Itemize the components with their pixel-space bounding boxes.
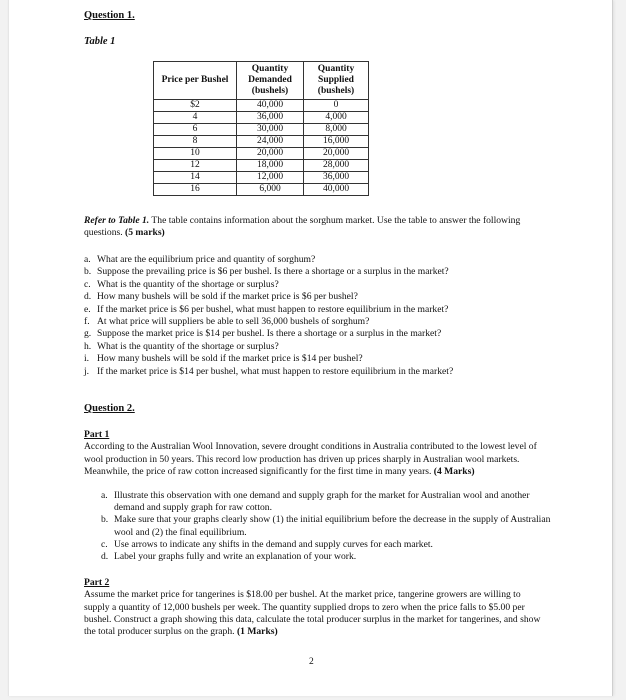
question-1-item-marker: g.: [84, 328, 92, 340]
question-1-item-marker: a.: [84, 254, 91, 265]
part-1-text: According to the Australian Wool Innovation, severe drought conditions in Australia contributed to the lowest level of wool production in 50 years. This record low production has driven up prices sharply in Australian wool markets. Meanwhile, the price of raw cotton increased significantly for the first time in many years.: [84, 441, 537, 477]
cell-quantity-demanded: 18,000: [237, 160, 304, 172]
question-1-item-marker: e.: [84, 303, 91, 315]
cell-price: 14: [154, 172, 237, 184]
table-header-row: [154, 62, 369, 100]
table-row: [154, 136, 369, 148]
part-1-item-text: Label your graphs fully and write an explanation of your work.: [114, 551, 357, 563]
question-1-item: [84, 341, 554, 353]
cell-quantity-supplied: 20,000: [304, 148, 369, 160]
question-1-item: [84, 328, 554, 340]
intro-marks: (5 marks): [125, 227, 165, 239]
sorghum-table: [153, 61, 369, 196]
question-1-item-text: If the market price is $6 per bushel, what must happen to restore equilibrium in the market?: [97, 303, 449, 315]
question-1-item-marker: f.: [84, 316, 90, 328]
question-2-title: Question 2.: [84, 403, 135, 414]
table-row: [154, 184, 369, 196]
part-1-item-text: Make sure that your graphs clearly show (1) the initial equilibrium before the decrease in the supply of Australian wool and (2) the final equilibrium.: [114, 514, 551, 538]
cell-price: 6: [154, 124, 237, 136]
intro-text: The table contains information about the sorghum market. Use the table to answer the following questions.: [84, 215, 521, 239]
question-1-item-text: What is the quantity of the shortage or surplus?: [97, 278, 279, 290]
part-2-text-block: [84, 589, 547, 638]
header-quantity-demanded: Quantity Demanded (bushels): [237, 62, 304, 100]
cell-quantity-demanded: 12,000: [237, 172, 304, 184]
question-1-item-text: What is the quantity of the shortage or surplus?: [97, 340, 279, 352]
header-quantity-supplied: Quantity Supplied (bushels): [304, 62, 369, 100]
document-page: [8, 0, 613, 696]
question-1-item-text: How many bushels will be sold if the market price is $6 per bushel?: [97, 291, 358, 303]
question-1-item-marker: j.: [84, 365, 90, 377]
part-1-section: [84, 429, 547, 478]
question-1-item-text: What are the equilibrium price and quantity of sorghum?: [97, 254, 316, 265]
question-1-item-text: Suppose the market price is $14 per bushel. Is there a shortage or a surplus in the market?: [97, 328, 442, 340]
part-1-item: [101, 539, 551, 551]
part-1-item: [101, 551, 551, 563]
table-row: [154, 172, 369, 184]
cell-quantity-demanded: 6,000: [237, 184, 304, 196]
question-1-item-marker: c.: [84, 278, 91, 290]
question-1-item: [84, 353, 554, 365]
question-1-item: [84, 266, 554, 278]
question-1-list: [84, 254, 554, 378]
question-1-item-text: How many bushels will be sold if the market price is $14 per bushel?: [97, 353, 363, 365]
part-1-item: [101, 514, 551, 538]
part-1-item-marker: d.: [101, 551, 109, 563]
table-row: [154, 100, 369, 112]
question-1-item: [84, 279, 554, 291]
part-1-list: [101, 490, 551, 563]
part-1-item-marker: c.: [101, 538, 108, 550]
cell-quantity-demanded: 36,000: [237, 112, 304, 124]
part-1-marks: (4 Marks): [433, 465, 475, 477]
cell-price: 12: [154, 160, 237, 172]
cell-quantity-supplied: 16,000: [304, 136, 369, 148]
question-1-item-marker: i.: [84, 353, 90, 365]
part-1-heading: Part 1: [84, 429, 110, 440]
table-row: [154, 160, 369, 172]
table-row: [154, 124, 369, 136]
part-1-item-text: Illustrate this observation with one demand and supply graph for the market for Australian wool and another demand and supply graph for raw cotton.: [114, 490, 530, 514]
part-2-section: [84, 577, 547, 638]
part-2-text: Assume the market price for tangerines is $18.00 per bushel. At the market price, tangerine growers are willing to supply a quantity of 12,000 bushels per week. The quantity supplied drops to zero when the price falls to $5.00 per bushel. Construct a graph showing this data, calculate the total producer surplus in the market for tangerines, and show the total producer surplus on the graph.: [84, 589, 541, 638]
cell-quantity-supplied: 8,000: [304, 124, 369, 136]
cell-quantity-supplied: 40,000: [304, 184, 369, 196]
page-number: 2: [309, 657, 314, 667]
question-1-item-text: If the market price is $14 per bushel, what must happen to restore equilibrium in the market?: [97, 365, 454, 377]
cell-price: 8: [154, 136, 237, 148]
part-1-item-marker: b.: [101, 514, 109, 526]
cell-quantity-supplied: 36,000: [304, 172, 369, 184]
cell-quantity-demanded: 30,000: [237, 124, 304, 136]
question-1-item-marker: h.: [84, 340, 92, 352]
part-1-item-marker: a.: [101, 490, 108, 501]
cell-price: 16: [154, 184, 237, 196]
table-row: [154, 112, 369, 124]
cell-price: 4: [154, 112, 237, 124]
cell-quantity-supplied: 4,000: [304, 112, 369, 124]
question-1-item: [84, 316, 554, 328]
part-1-text-block: [84, 441, 547, 478]
question-1-item: [84, 254, 554, 266]
question-1-intro: [84, 215, 544, 240]
part-2-marks: (1 Marks): [236, 626, 278, 638]
part-1-item: [101, 490, 551, 514]
question-1-item-marker: d.: [84, 291, 92, 303]
question-1-item: [84, 366, 554, 378]
cell-price: 10: [154, 148, 237, 160]
part-2-heading: Part 2: [84, 577, 110, 588]
question-1-item: [84, 304, 554, 316]
cell-quantity-demanded: 40,000: [237, 100, 304, 112]
cell-quantity-demanded: 20,000: [237, 148, 304, 160]
question-1-title: Question 1.: [84, 10, 135, 21]
table-row: [154, 148, 369, 160]
question-1-item-marker: b.: [84, 266, 92, 278]
table-caption: Table 1: [84, 36, 116, 47]
question-1-item-text: Suppose the prevailing price is $6 per bushel. Is there a shortage or a surplus in the market?: [97, 266, 449, 278]
question-1-item: [84, 291, 554, 303]
table-body: [154, 100, 369, 196]
cell-price: $2: [154, 100, 237, 112]
question-1-item-text: At what price will suppliers be able to sell 36,000 bushels of sorghum?: [97, 316, 370, 328]
part-1-item-text: Use arrows to indicate any shifts in the demand and supply curves for each market.: [114, 538, 433, 550]
cell-quantity-demanded: 24,000: [237, 136, 304, 148]
table-reference: Refer to Table 1.: [84, 215, 150, 226]
cell-quantity-supplied: 28,000: [304, 160, 369, 172]
header-price: Price per Bushel: [154, 62, 237, 100]
cell-quantity-supplied: 0: [304, 100, 369, 112]
